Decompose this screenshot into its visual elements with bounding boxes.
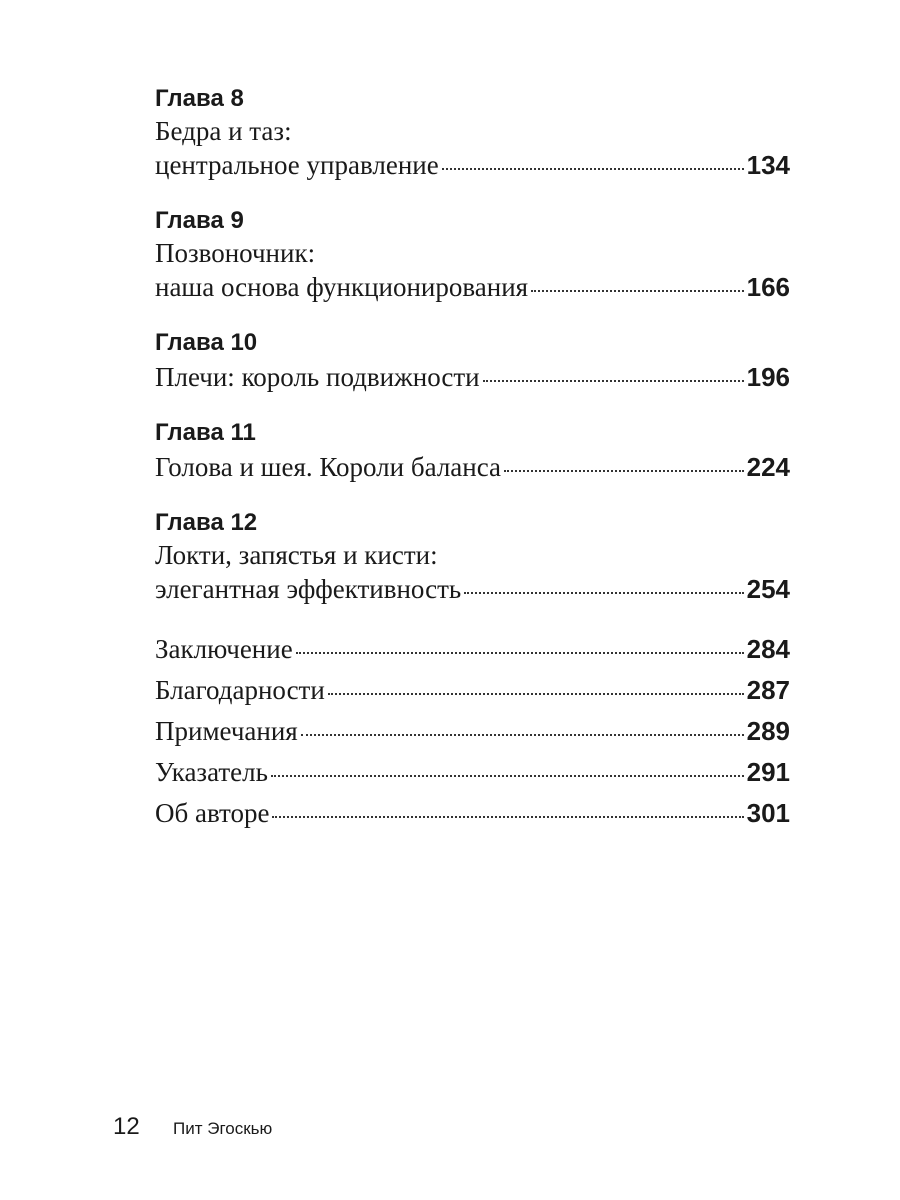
chapter-title-text: центральное управление (155, 150, 439, 180)
entry-title: Благодарности (155, 675, 325, 705)
chapter-title-text: элегантная эффективность (155, 574, 462, 604)
dot-leader (464, 571, 743, 598)
toc-backmatter (155, 629, 790, 834)
entry-title: Примечания (155, 716, 298, 746)
toc-entry-acknowledgments[interactable] (155, 670, 790, 711)
toc-entry-index[interactable] (155, 752, 790, 793)
chapter-title-final-line (155, 449, 790, 481)
chapter-title-final-line (155, 147, 790, 179)
chapter-title-line: Локти, запястья и кисти: (155, 540, 438, 570)
toc-chapter-10[interactable] (155, 327, 790, 391)
page-number: 166 (746, 272, 790, 302)
dot-leader (531, 269, 744, 296)
page-number: 224 (746, 452, 790, 482)
dot-leader (296, 631, 744, 658)
toc-chapter-9[interactable] (155, 205, 790, 301)
dot-leader (504, 449, 744, 476)
toc-chapter-11[interactable] (155, 417, 790, 481)
page-number: 134 (746, 150, 790, 180)
chapter-label: Глава 11 (155, 419, 256, 446)
page-footer (113, 1113, 272, 1141)
toc-entry-conclusion[interactable] (155, 629, 790, 670)
chapter-title-line: Бедра и таз: (155, 116, 292, 146)
running-author: Пит Эгоскью (173, 1119, 273, 1138)
page-number: 301 (746, 798, 790, 828)
chapter-label: Глава 9 (155, 207, 244, 234)
dot-leader (483, 359, 744, 386)
page-number: 289 (746, 716, 790, 746)
chapter-title-final-line (155, 269, 790, 301)
chapter-title-text: наша основа функционирования (155, 272, 529, 302)
entry-title: Указатель (155, 757, 268, 787)
page-number: 291 (746, 757, 790, 787)
toc-chapter-8[interactable] (155, 83, 790, 179)
chapter-label: Глава 10 (155, 329, 258, 356)
chapter-label: Глава 12 (155, 509, 258, 536)
toc-entry-about-author[interactable] (155, 793, 790, 834)
entry-title: Заключение (155, 634, 293, 664)
folio-page-number: 12 (113, 1113, 140, 1140)
chapter-title-text: Голова и шея. Короли баланса (155, 452, 502, 482)
dot-leader (271, 754, 744, 781)
entry-title: Об авторе (155, 798, 270, 828)
page-number: 284 (746, 634, 790, 664)
dot-leader (272, 795, 743, 822)
chapter-label: Глава 8 (155, 85, 244, 112)
toc-chapter-12[interactable] (155, 507, 790, 603)
chapter-title-text: Плечи: король подвижности (155, 362, 480, 392)
table-of-contents (155, 83, 790, 834)
dot-leader (301, 713, 744, 740)
dot-leader (328, 672, 744, 699)
toc-entry-notes[interactable] (155, 711, 790, 752)
page-number: 254 (746, 574, 790, 604)
dot-leader (442, 147, 744, 174)
chapter-title-final-line (155, 571, 790, 603)
chapter-title-final-line (155, 359, 790, 391)
page-number: 287 (746, 675, 790, 705)
page-number: 196 (746, 362, 790, 392)
chapter-title-line: Позвоночник: (155, 238, 316, 268)
